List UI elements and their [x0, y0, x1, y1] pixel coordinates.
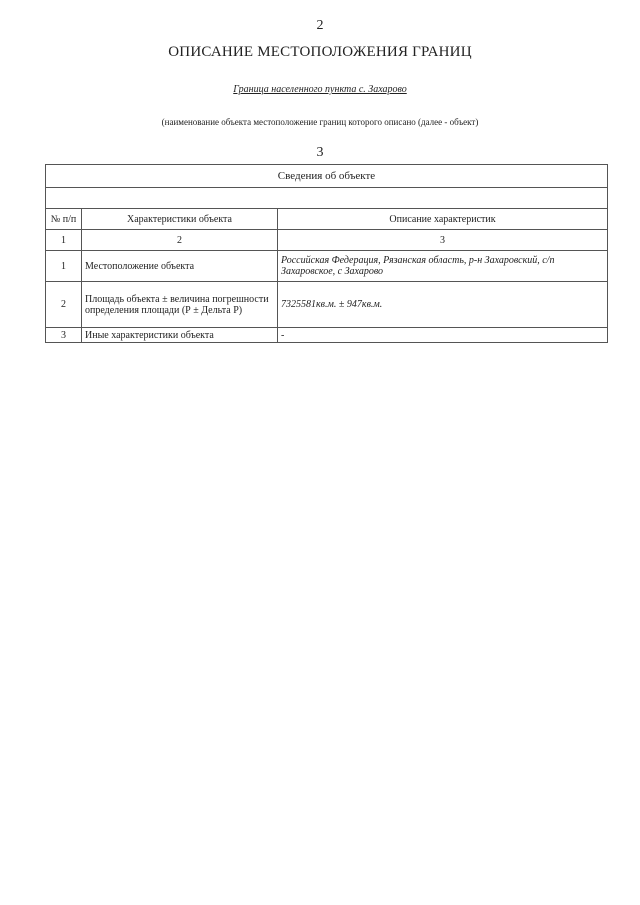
column-number-3: 3 [278, 230, 608, 251]
object-name-line [0, 84, 640, 95]
row-characteristic: Площадь объекта ± величина погрешности определения площади (Р ± Дельта Р) [82, 282, 278, 328]
row-characteristic: Иные характеристики объекта [82, 328, 278, 343]
header-characteristic: Характеристики объекта [82, 209, 278, 230]
row-number: 1 [46, 251, 82, 282]
table-header-row [46, 209, 608, 230]
table-blank-cell [46, 188, 608, 209]
header-description: Описание характеристик [278, 209, 608, 230]
row-description: Российская Федерация, Рязанская область, р-н Захаровский, с/п Захаровское, с Захарово [278, 251, 608, 282]
row-characteristic: Местоположение объекта [82, 251, 278, 282]
header-number: № п/п [46, 209, 82, 230]
section-number: 3 [316, 145, 324, 160]
object-name-caption: (наименование объекта местоположение границ которого описано (далее - объект) [161, 117, 479, 127]
table-title-row [46, 165, 608, 188]
column-number-row [46, 230, 608, 251]
row-description: 7325581кв.м. ± 947кв.м. [278, 282, 608, 328]
column-number-2: 2 [82, 230, 278, 251]
table-blank-row [46, 188, 608, 209]
row-description: - [278, 328, 608, 343]
table-row [46, 328, 608, 343]
table-title: Сведения об объекте [46, 165, 608, 188]
table-row [46, 282, 608, 328]
document-title: ОПИСАНИЕ МЕСТОПОЛОЖЕНИЯ ГРАНИЦ [168, 44, 472, 60]
row-number: 3 [46, 328, 82, 343]
page-number: 2 [316, 18, 324, 33]
table-row [46, 251, 608, 282]
object-info-table [45, 164, 608, 343]
row-number: 2 [46, 282, 82, 328]
column-number-1: 1 [46, 230, 82, 251]
object-name: Граница населенного пункта с. Захарово [233, 84, 407, 95]
